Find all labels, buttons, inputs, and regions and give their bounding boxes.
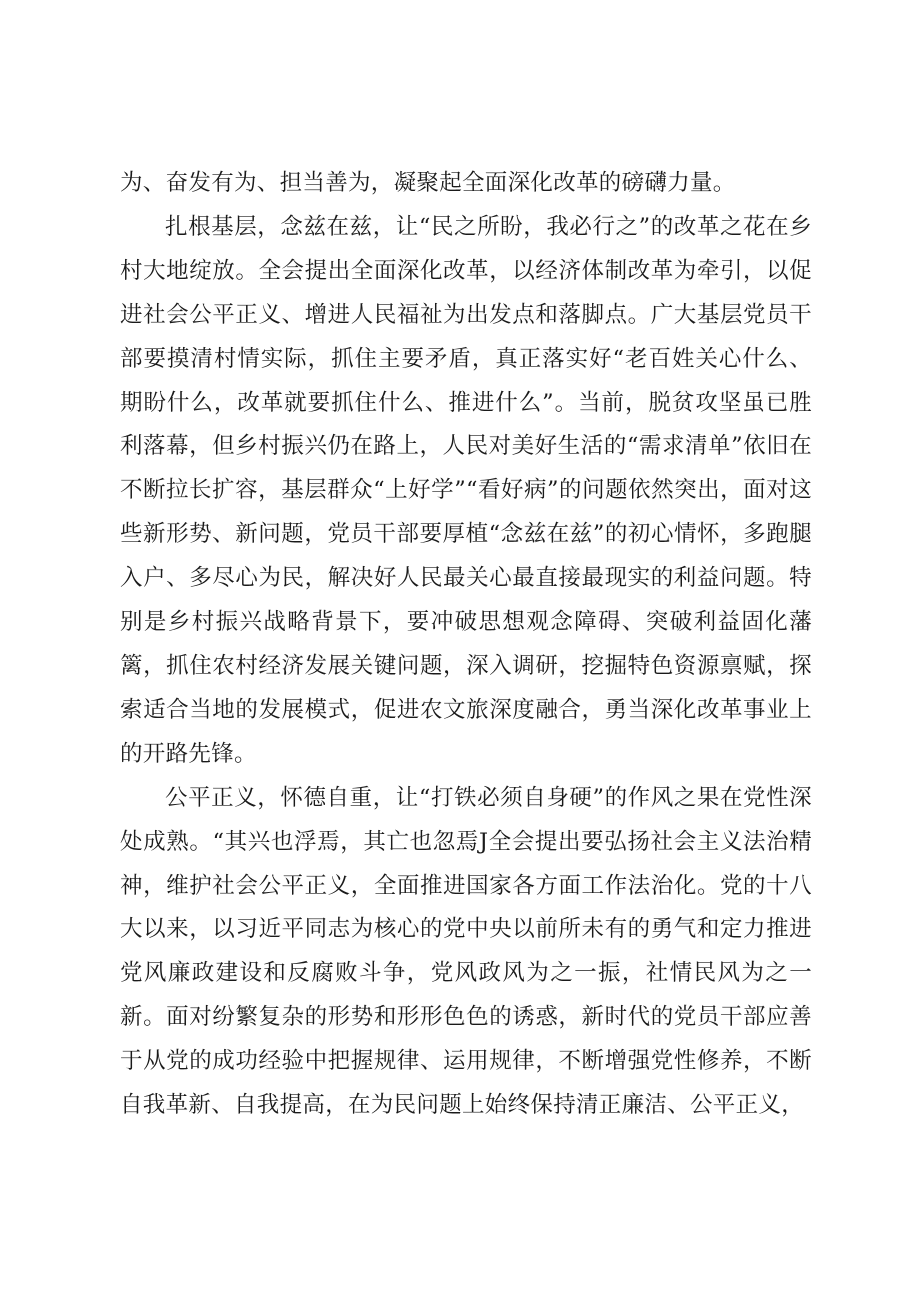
paragraph-continuation: 为、奋发有为、担当善为，凝聚起全面深化改革的磅礴力量。 [120, 170, 736, 196]
paragraph-fairness-justice: 公平正义，怀德自重，让“打铁必须自身硬”的作风之果在党性深处成熟。“其兴也浮焉，其亡也忽焉J全会提出要弘扬社会主义法治精神，维护社会公平正义，全面推进国家各方面工作法治化。党的十八大以来，以习近平同志为核心的党中央以前所未有的勇气和定力推进党风廉政建设和反腐败斗争，党风政风为之一振，社情民风为之一新。面对纷繁复杂的形势和形形色色的诱惑，新时代的党员干部应善于从党的成功经验中把握规律、运用规律，不断增强党性修养，不断自我革新、自我提高，在为民问题上始终保持清正廉洁、公平正义， [120, 784, 812, 1119]
paragraph-rural-reform: 扎根基层，念兹在兹，让“民之所盼，我必行之”的改革之花在乡村大地绽放。全会提出全面深化改革，以经济体制改革为牵引，以促进社会公平正义、增进人民福祉为出发点和落脚点。广大基层党员干部要摸清村情实际，抓住主要矛盾，真正落实好“老百姓关心什么、期盼什么，改革就要抓住什么、推进什么”。当前，脱贫攻坚虽已胜利落幕，但乡村振兴仍在路上，人民对美好生活的“需求清单”依旧在不断拉长扩容，基层群众“上好学”“看好病”的问题依然突出，面对这些新形势、新问题，党员干部要厚植“念兹在兹”的初心情怀，多跑腿入户、多尽心为民，解决好人民最关心最直接最现实的利益问题。特别是乡村振兴战略背景下，要冲破思想观念障碍、突破利益固化藩篱，抓住农村经济发展关键问题，深入调研，挖掘特色资源禀赋，探索适合当地的发展模式，促进农文旅深度融合，勇当深化改革事业上的开路先锋。 [120, 213, 812, 767]
document-body [120, 162, 812, 1128]
